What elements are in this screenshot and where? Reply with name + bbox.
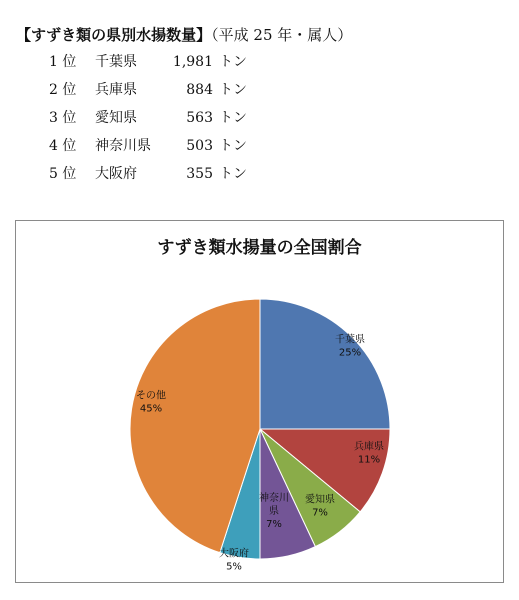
ranking-row bbox=[49, 160, 247, 188]
rank-value: 503 bbox=[186, 138, 213, 154]
rank-unit: トン bbox=[219, 166, 247, 182]
rank-prefecture: 愛知県 bbox=[95, 110, 137, 126]
slice-name-part: 県 bbox=[269, 506, 279, 517]
rank-unit: トン bbox=[219, 110, 247, 126]
pie-chart bbox=[16, 221, 503, 582]
rank-value: 1,981 bbox=[172, 54, 213, 70]
ranking-list bbox=[49, 48, 247, 188]
rank-prefecture: 大阪府 bbox=[95, 166, 137, 182]
pie-chart-frame bbox=[15, 220, 504, 583]
rank-unit: トン bbox=[219, 138, 247, 154]
chart-title: すずき類水揚量の全国割合 bbox=[157, 238, 362, 258]
slice-percent: 45% bbox=[139, 403, 163, 415]
slice-label-5 bbox=[219, 547, 249, 573]
rank-number: 3 位 bbox=[49, 110, 77, 126]
slice-percent: 11% bbox=[357, 454, 381, 466]
ranking-row bbox=[49, 48, 247, 76]
rank-prefecture: 千葉県 bbox=[95, 54, 137, 70]
slice-name: 愛知県 bbox=[305, 494, 335, 506]
slice-name-part: 神奈川 bbox=[259, 493, 289, 504]
rank-number: 5 位 bbox=[49, 166, 77, 182]
ranking-row bbox=[49, 132, 247, 160]
ranking-row bbox=[49, 76, 247, 104]
ranking-row bbox=[49, 104, 247, 132]
table-heading bbox=[16, 24, 352, 45]
slice-percent: 7% bbox=[266, 519, 282, 530]
slice-name: 千葉県 bbox=[335, 334, 365, 346]
rank-number: 2 位 bbox=[49, 82, 77, 98]
rank-unit: トン bbox=[219, 82, 247, 98]
rank-prefecture: 兵庫県 bbox=[95, 82, 137, 98]
slice-percent: 25% bbox=[338, 347, 362, 359]
slice-name: 兵庫県 bbox=[354, 441, 384, 453]
heading-title: 【すずき類の県別水揚数量】 bbox=[16, 26, 212, 44]
rank-number: 4 位 bbox=[49, 138, 77, 154]
slice-name: 大阪府 bbox=[219, 548, 249, 560]
rank-value: 355 bbox=[186, 166, 213, 182]
rank-prefecture: 神奈川県 bbox=[95, 138, 151, 154]
slice-percent: 5% bbox=[226, 561, 242, 573]
pie-slice-1 bbox=[260, 299, 390, 429]
rank-number: 1 位 bbox=[49, 54, 77, 70]
heading-subtitle: （平成 25 年・属人） bbox=[211, 26, 353, 44]
rank-unit: トン bbox=[219, 54, 247, 70]
rank-value: 884 bbox=[186, 82, 213, 98]
slice-percent: 7% bbox=[312, 507, 328, 519]
rank-value: 563 bbox=[186, 110, 213, 126]
slice-name: その他 bbox=[136, 390, 166, 402]
